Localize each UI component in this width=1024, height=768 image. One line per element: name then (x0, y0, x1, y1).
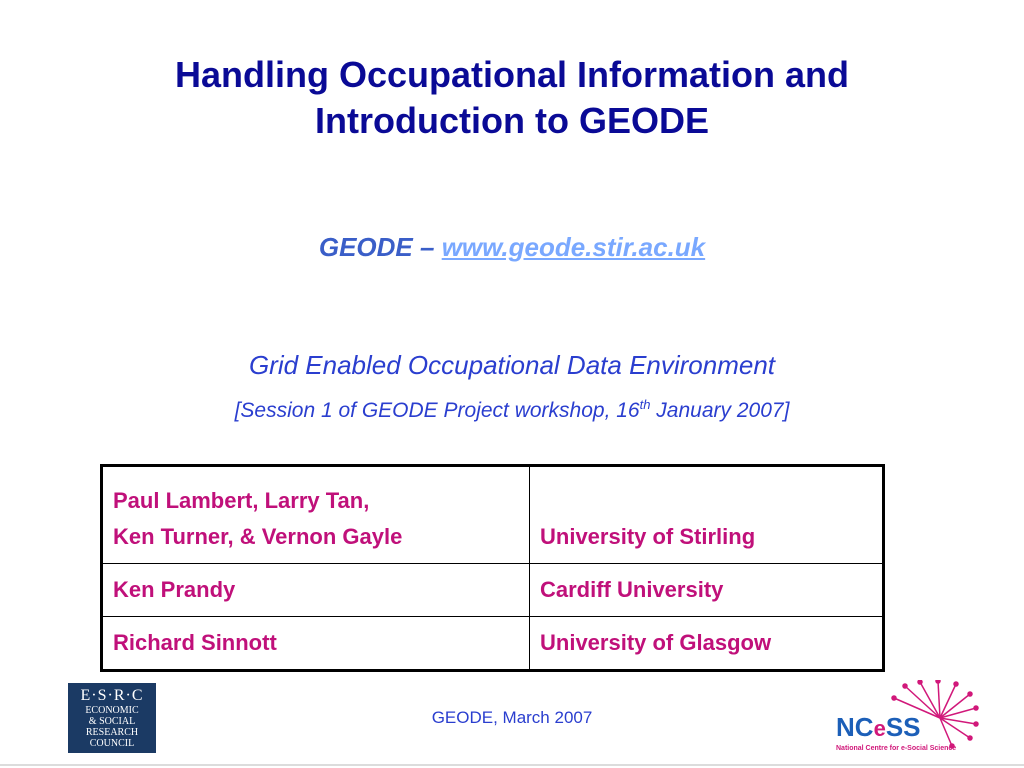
author-names-line-2: Ken Turner, & Vernon Gayle (113, 524, 403, 549)
title-line-1: Handling Occupational Information and (174, 54, 849, 95)
table-row (102, 564, 884, 617)
table-row (102, 466, 884, 564)
slide-footer: GEODE, March 2007 (431, 708, 593, 727)
table-row (102, 617, 884, 671)
session-info (0, 397, 1024, 423)
title-line-2: Introduction to GEODE (315, 100, 709, 141)
affiliation-cell: University of Stirling (530, 466, 884, 564)
esrc-word: & SOCIAL (88, 716, 136, 727)
geode-url-line (0, 232, 1024, 263)
affiliation-cell: University of Glasgow (530, 617, 884, 671)
session-superscript: th (639, 397, 651, 412)
session-suffix: January 2007] (650, 399, 790, 422)
slide-title (40, 52, 984, 144)
geode-label: GEODE – (318, 232, 435, 262)
authors-table (100, 464, 885, 672)
author-names-cell: Ken Prandy (102, 564, 530, 617)
affiliation-cell: Cardiff University (530, 564, 884, 617)
ncess-logo (836, 712, 921, 743)
session-prefix: [Session 1 of GEODE Project workshop, 16 (234, 399, 640, 422)
author-names-line-1: Paul Lambert, Larry Tan, (113, 488, 370, 513)
ncess-e: e (873, 716, 886, 741)
ncess-tagline: National Centre for e-Social Science (836, 745, 957, 752)
esrc-word: COUNCIL (89, 738, 135, 749)
ncess-ss: SS (885, 712, 921, 742)
author-names-cell (102, 466, 530, 564)
bottom-divider (0, 764, 1024, 766)
author-names-cell: Richard Sinnott (102, 617, 530, 671)
ncess-n: NC (836, 712, 874, 742)
geode-website-link[interactable]: www.geode.stir.ac.uk (441, 232, 706, 262)
esrc-word: RESEARCH (85, 727, 139, 738)
project-full-name: Grid Enabled Occupational Data Environment (248, 350, 776, 380)
esrc-word: ECONOMIC (85, 705, 139, 716)
esrc-acronym: E·S·R·C (80, 687, 144, 704)
